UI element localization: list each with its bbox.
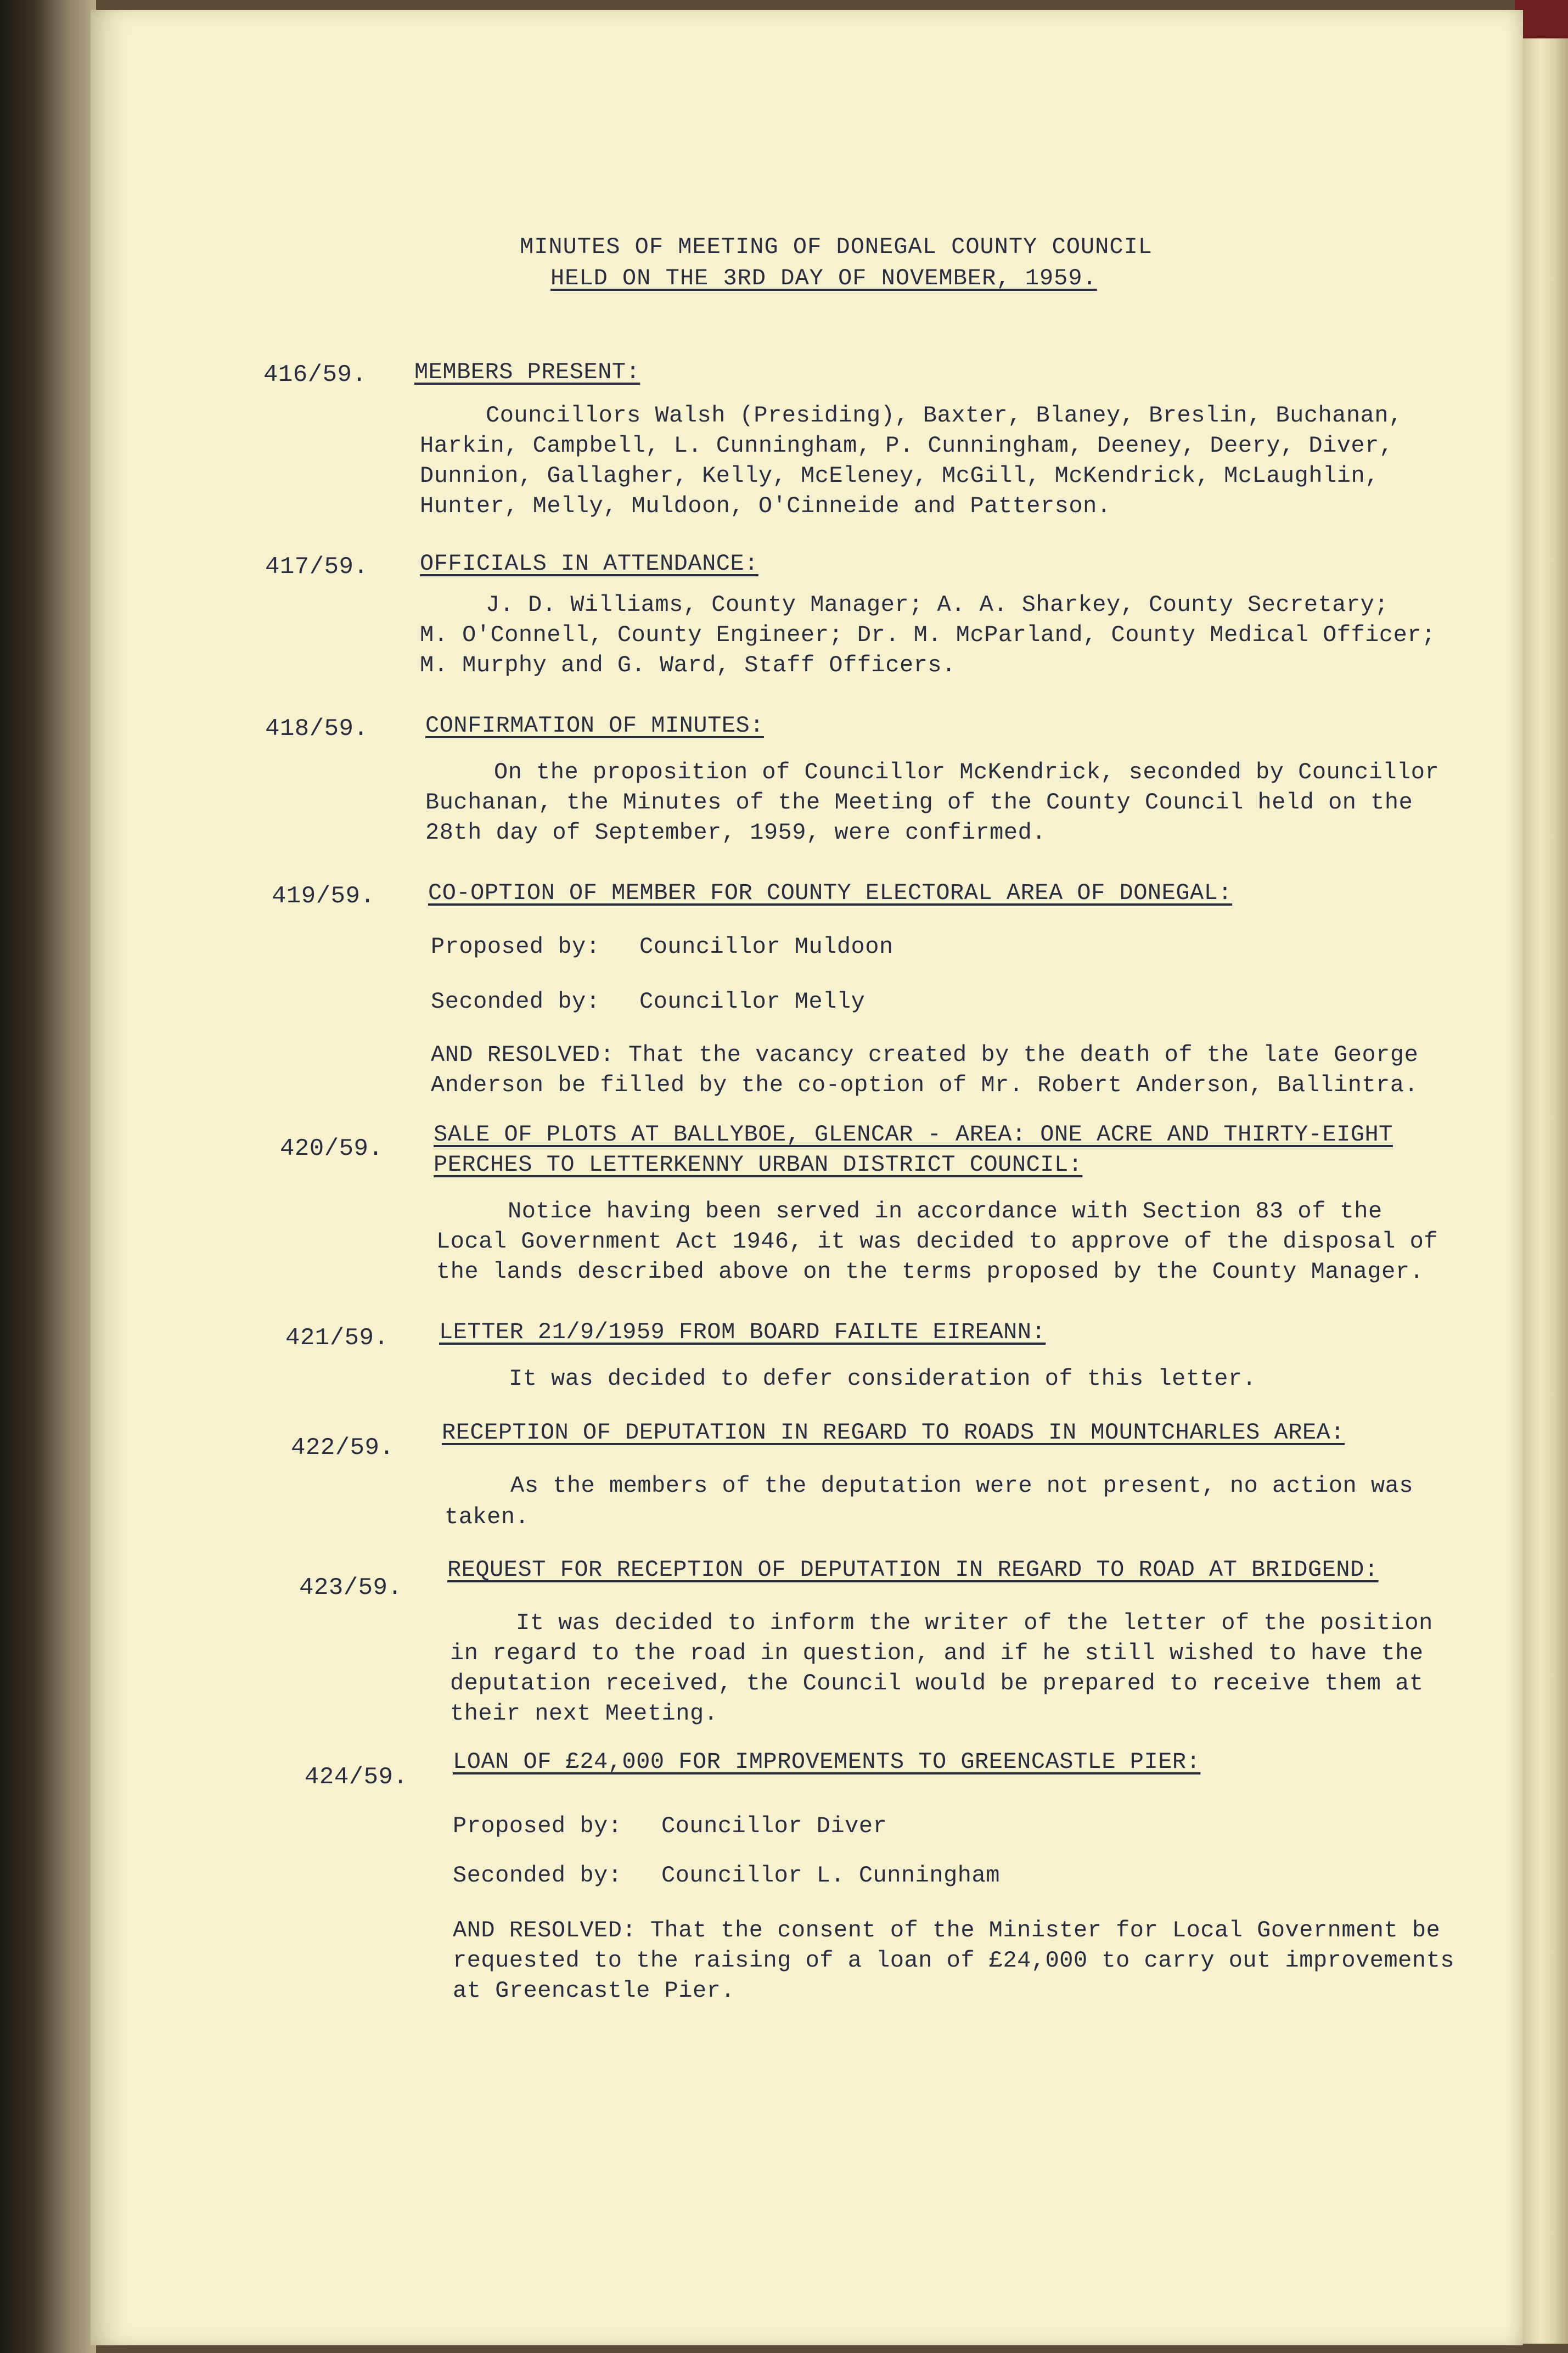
text-417-1: J. D. Williams, County Manager; A. A. Sharkey, County Secretary; — [486, 592, 1389, 618]
item-number-424: 424/59. — [305, 1764, 408, 1791]
proposed-label-419: Proposed by: — [431, 934, 600, 960]
text-423-1: It was decided to inform the writer of the letter of the position — [516, 1610, 1433, 1636]
item-number-417: 417/59. — [265, 553, 369, 581]
item-number-419: 419/59. — [272, 883, 375, 910]
seconded-label-424: Seconded by: — [453, 1862, 622, 1889]
item-number-421: 421/59. — [285, 1324, 389, 1352]
text-424-1: AND RESOLVED: That the consent of the Minister for Local Government be — [453, 1917, 1441, 1944]
item-number-423: 423/59. — [299, 1574, 403, 1602]
text-423-3: deputation received, the Council would be prepared to receive them at — [450, 1670, 1424, 1697]
text-422-2: taken. — [445, 1504, 530, 1530]
text-419-2: Anderson be filled by the co-option of Mr. Robert Anderson, Ballintra. — [431, 1072, 1419, 1098]
proposed-value-419: Councillor Muldoon — [639, 934, 893, 960]
proposed-by-424 — [453, 1813, 887, 1839]
item-number-418: 418/59. — [265, 715, 369, 743]
text-416-4: Hunter, Melly, Muldoon, O'Cinneide and Patterson. — [420, 493, 1111, 519]
proposed-label-424: Proposed by: — [453, 1813, 622, 1839]
text-416-1: Councillors Walsh (Presiding), Baxter, Blaney, Breslin, Buchanan, — [486, 402, 1403, 429]
text-423-2: in regard to the road in question, and if he still wished to have the — [450, 1640, 1424, 1666]
text-419-1: AND RESOLVED: That the vacancy created by the death of the late George — [431, 1042, 1419, 1068]
text-418-3: 28th day of September, 1959, were confirmed. — [425, 819, 1046, 846]
text-418-1: On the proposition of Councillor McKendrick, seconded by Councillor — [494, 759, 1440, 785]
proposed-value-424: Councillor Diver — [661, 1813, 887, 1839]
proposed-by-419 — [431, 934, 893, 960]
heading-421: LETTER 21/9/1959 FROM BOARD FAILTE EIREANN: — [439, 1319, 1046, 1345]
text-424-2: requested to the raising of a loan of £24,000 to carry out improvements — [453, 1947, 1454, 1974]
item-number-420: 420/59. — [280, 1135, 384, 1163]
heading-419: CO-OPTION OF MEMBER FOR COUNTY ELECTORAL AREA OF DONEGAL: — [428, 880, 1233, 906]
page-edges — [1523, 16, 1568, 2344]
text-416-3: Dunnion, Gallagher, Kelly, McEleney, McGill, McKendrick, McLaughlin, — [420, 463, 1379, 489]
text-418-2: Buchanan, the Minutes of the Meeting of the County Council held on the — [425, 789, 1413, 816]
heading-417: OFFICIALS IN ATTENDANCE: — [420, 551, 758, 577]
text-420-2: Local Government Act 1946, it was decided to approve of the disposal of — [436, 1228, 1438, 1255]
seconded-value-424: Councillor L. Cunningham — [661, 1862, 1000, 1889]
heading-420-1: SALE OF PLOTS AT BALLYBOE, GLENCAR - AREA: ONE ACRE AND THIRTY-EIGHT — [434, 1121, 1393, 1148]
heading-418: CONFIRMATION OF MINUTES: — [425, 712, 764, 739]
text-416-2: Harkin, Campbell, L. Cunningham, P. Cunningham, Deeney, Deery, Diver, — [420, 433, 1393, 459]
item-number-422: 422/59. — [291, 1434, 395, 1462]
heading-424: LOAN OF £24,000 FOR IMPROVEMENTS TO GREENCASTLE PIER: — [453, 1749, 1201, 1775]
book-binding — [0, 0, 96, 2353]
heading-420-2: PERCHES TO LETTERKENNY URBAN DISTRICT COUNCIL: — [434, 1152, 1083, 1178]
heading-422: RECEPTION OF DEPUTATION IN REGARD TO ROADS IN MOUNTCHARLES AREA: — [442, 1419, 1345, 1446]
seconded-label-419: Seconded by: — [431, 989, 600, 1015]
text-423-4: their next Meeting. — [450, 1700, 718, 1727]
title-line-1: MINUTES OF MEETING OF DONEGAL COUNTY COUNCIL — [520, 234, 1153, 260]
seconded-value-419: Councillor Melly — [639, 989, 866, 1015]
minutes-page — [91, 10, 1523, 2345]
text-420-1: Notice having been served in accordance with Section 83 of the — [508, 1198, 1382, 1225]
heading-423: REQUEST FOR RECEPTION OF DEPUTATION IN REGARD TO ROAD AT BRIDGEND: — [447, 1557, 1379, 1583]
text-417-2: M. O'Connell, County Engineer; Dr. M. McParland, County Medical Officer; — [420, 622, 1436, 648]
item-number-416: 416/59. — [263, 361, 367, 389]
text-421-1: It was decided to defer consideration of this letter. — [509, 1366, 1257, 1392]
title-line-2: HELD ON THE 3RD DAY OF NOVEMBER, 1959. — [550, 265, 1097, 291]
text-417-3: M. Murphy and G. Ward, Staff Officers. — [420, 652, 956, 678]
text-422-1: As the members of the deputation were not present, no action was — [510, 1473, 1414, 1499]
seconded-by-419 — [431, 989, 865, 1015]
text-420-3: the lands described above on the terms proposed by the County Manager. — [436, 1259, 1424, 1285]
seconded-by-424 — [453, 1862, 1000, 1889]
heading-416: MEMBERS PRESENT: — [414, 359, 640, 385]
text-424-3: at Greencastle Pier. — [453, 1978, 735, 2004]
